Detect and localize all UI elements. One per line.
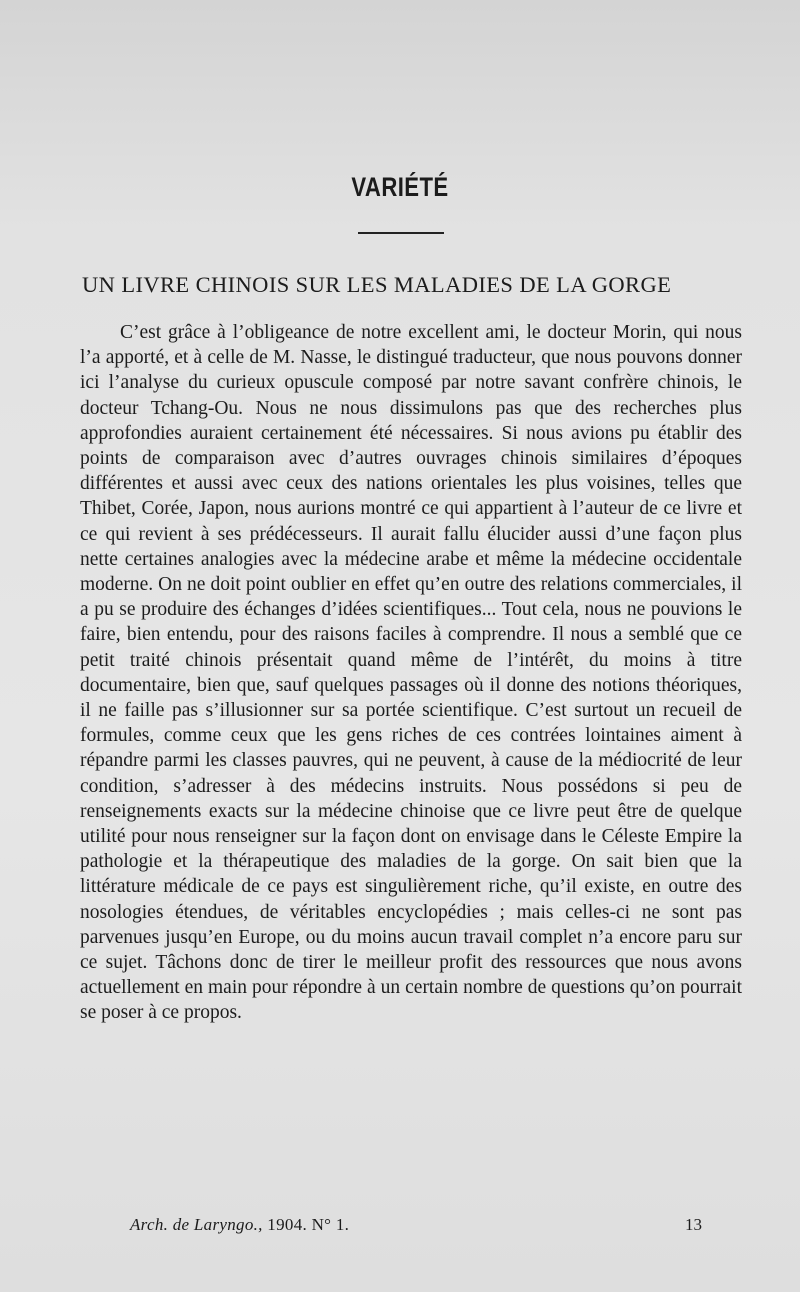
title-divider bbox=[358, 232, 444, 234]
section-heading: VARIÉTÉ bbox=[351, 172, 449, 202]
journal-name: Arch. de Laryngo., bbox=[130, 1215, 263, 1234]
page-footer bbox=[130, 1215, 702, 1235]
article-title: UN LIVRE CHINOIS SUR LES MALADIES DE LA GORGE bbox=[82, 272, 672, 297]
article-body bbox=[80, 320, 742, 1026]
body-paragraph: C’est grâce à l’obligeance de notre excellent ami, le docteur Morin, qui nous l’a apporté, et à celle de M. Nasse, le distingué traducteur, que nous pouvons donner ici l’analyse du curieux opuscule composé par notre savant confrère chinois, le docteur Tchang-Ou. Nous ne nous dissimulons pas que des recherches plus approfondies auraient certainement été nécessaires. Si nous avions pu établir des points de comparaison avec d’autres ouvrages chinois similaires d’époques différentes et aussi avec ceux des nations orientales les plus voisines, telles que Thibet, Corée, Japon, nous aurions montré ce qui appartient à l’auteur de ce livre et ce qui revient à ses prédécesseurs. Il aurait fallu élucider aussi d’une façon plus nette certaines analogies avec la médecine arabe et même la médecine occidentale moderne. On ne doit point oublier en effet qu’en outre des relations commerciales, il a pu se produire des échanges d’idées scientifiques... Tout cela, nous ne pouvions le faire, bien entendu, pour des raisons faciles à comprendre. Il nous a semblé que ce petit traité chinois présentait quand même de l’intérêt, du moins à titre documentaire, bien que, sauf quelques passages où il donne des notions théoriques, il ne faille pas s’illusionner sur sa portée scientifique. C’est surtout un recueil de formules, comme ceux que les gens riches de ces contrées lointaines aiment à répandre parmi les classes pauvres, qui ne peuvent, à cause de la médiocrité de leur condition, s’adresser à des médecins instruits. Nous possédons si peu de renseignements exacts sur la médecine chinoise que ce livre peut être de quelque utilité pour nous renseigner sur la façon dont on envisage dans le Céleste Empire la pathologie et la thérapeutique des maladies de la gorge. On sait bien que la littérature médicale de ce pays est singulièrement riche, qu’il existe, en outre des nosologies étendues, de véritables encyclopédies ; mais celles-ci ne sont pas parvenues jusqu’en Europe, ou du moins aucun travail complet n’a encore paru sur ce sujet. Tâchons donc de tirer le meilleur profit des ressources que nous avons actuellement en main pour répondre à un certain nombre de questions qu’on pourrait se poser à ce propos. bbox=[80, 322, 742, 1024]
page-number: 13 bbox=[685, 1215, 702, 1234]
journal-issue: 1904. N° 1. bbox=[267, 1215, 350, 1234]
journal-reference bbox=[130, 1215, 349, 1234]
